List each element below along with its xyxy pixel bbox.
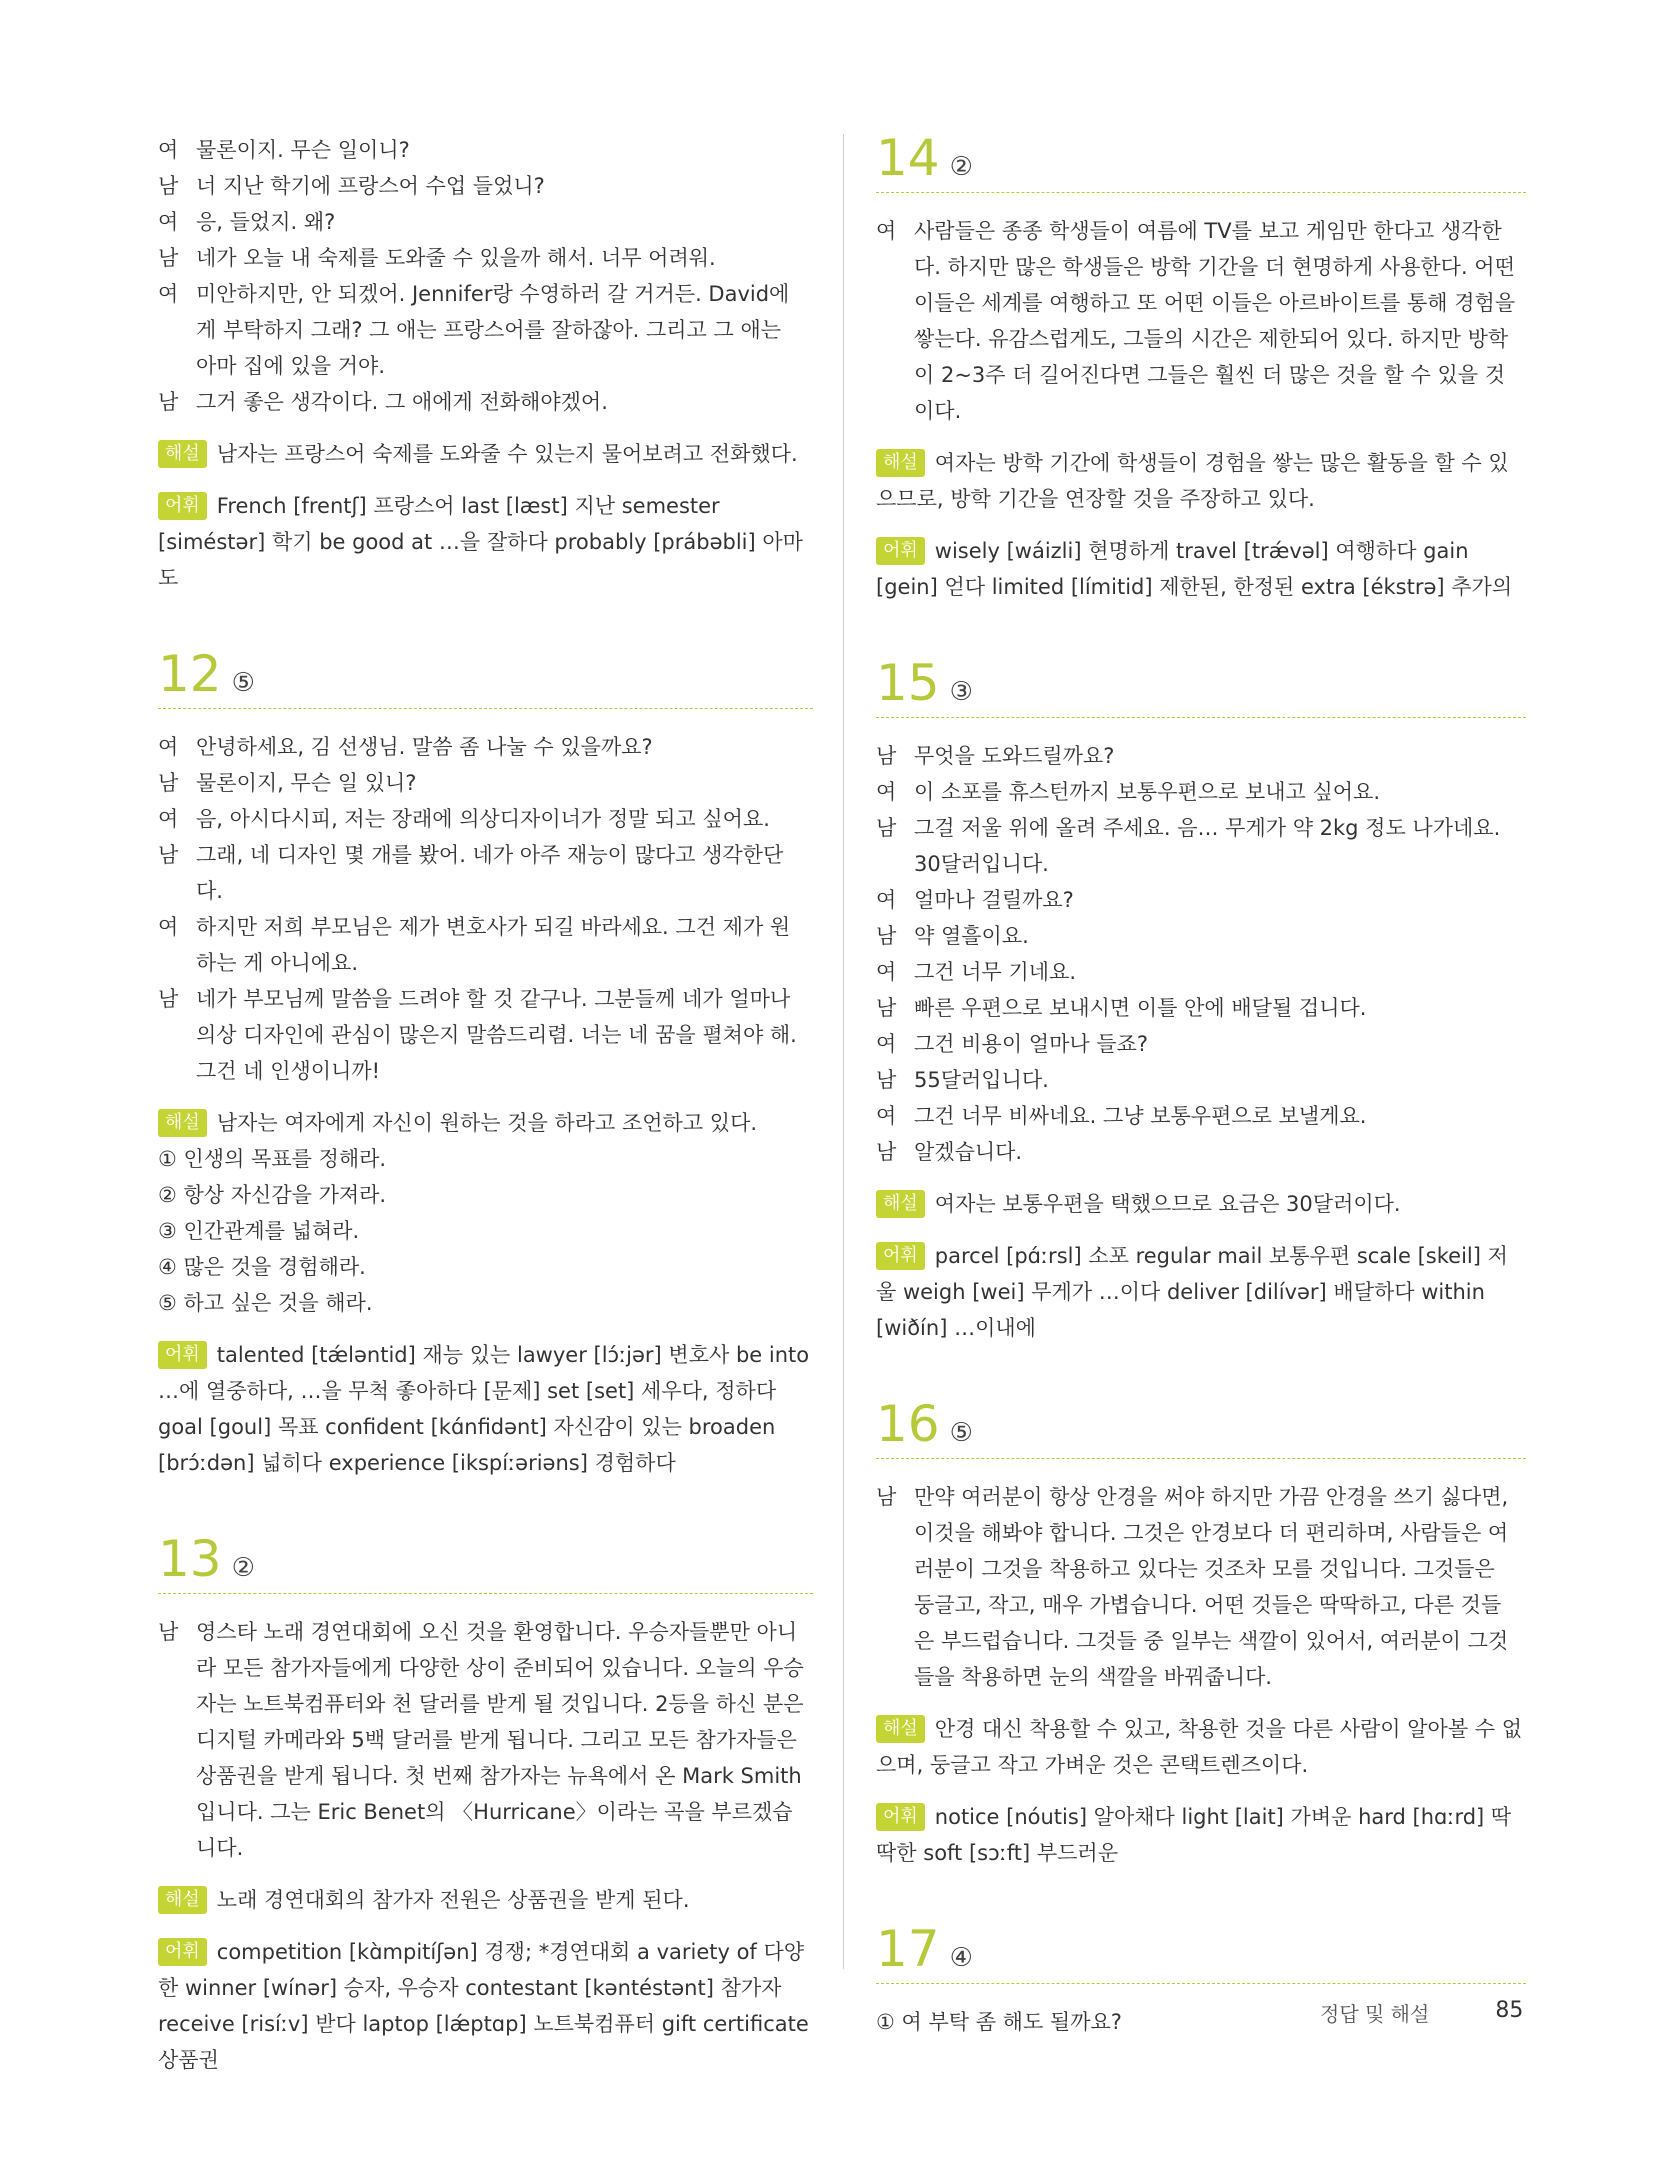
line-text: 물론이지, 무슨 일 있니?: [196, 771, 417, 795]
dialogue-line: [876, 882, 1526, 918]
line-text: 물론이지. 무슨 일이니?: [196, 138, 410, 162]
speaker: 여: [876, 219, 897, 243]
footer-section-title: 정답 및 해설: [1320, 2002, 1430, 2026]
q14-explanation: [876, 445, 1526, 517]
line-text: 네가 부모님께 말씀을 드려야 할 것 같구나. 그분들께 네가 얼마나 의상 디자인에 관심이 많은지 말씀드리렴. 너는 네 꿈을 펼쳐야 해. 그건 네 인생이니까!: [196, 987, 797, 1083]
question-number: 15: [876, 654, 940, 712]
speaker: 남: [876, 924, 897, 948]
dialogue-line: [158, 168, 813, 204]
explanation-badge: 해설: [158, 440, 207, 468]
speaker: 여: [876, 780, 897, 804]
dialogue-line: [158, 729, 813, 765]
dialogue-line: [876, 1062, 1526, 1098]
page-footer: [1320, 1998, 1523, 2027]
speaker: 여: [876, 1104, 897, 1128]
line-text: 그래, 네 디자인 몇 개를 봤어. 네가 아주 재능이 많다고 생각한단다.: [196, 843, 784, 903]
dialogue-line: [876, 954, 1526, 990]
q11-vocabulary: [158, 488, 813, 596]
line-text: 이 소포를 휴스턴까지 보통우편으로 보내고 싶어요.: [914, 780, 1381, 804]
dialogue-line: [876, 1479, 1526, 1695]
vocabulary-text: competition [kɑ̀mpitíʃən] 경쟁; *경연대회 a variety of 다양한 winner [wínər] 승자, 우승자 contestant [kəntéstənt] 참가자 receive [risíːv] 받다 laptop [lǽptɑp] 노트북컴퓨터 gift certificate 상품권: [158, 1940, 809, 2072]
speaker: 남: [876, 816, 897, 840]
explanation-text: 남자는 여자에게 자신이 원하는 것을 하라고 조언하고 있다.: [216, 1111, 758, 1135]
dialogue-line: [158, 240, 813, 276]
line-text: 하지만 저희 부모님은 제가 변호사가 되길 바라세요. 그건 제가 원하는 게 아니에요.: [196, 915, 791, 975]
dialogue-line: [876, 738, 1526, 774]
answer-mark: ②: [949, 152, 973, 182]
q15-vocabulary: [876, 1238, 1526, 1346]
speaker: 남: [876, 744, 897, 768]
dialogue-line: [876, 918, 1526, 954]
q14-heading: [876, 129, 1526, 187]
q16-explanation: [876, 1711, 1526, 1783]
dialogue-line: [876, 1134, 1526, 1170]
speaker: 남: [158, 246, 179, 270]
vocabulary-badge: 어휘: [158, 1341, 207, 1369]
line-text: 응, 들었지. 왜?: [196, 210, 336, 234]
vocabulary-badge: 어휘: [876, 537, 925, 565]
vocabulary-badge: 어휘: [158, 492, 207, 520]
q13-heading: [158, 1530, 813, 1588]
dialogue-line: [158, 765, 813, 801]
speaker: 남: [876, 1485, 897, 1509]
dashed-divider: [876, 717, 1526, 718]
dashed-divider: [876, 1458, 1526, 1459]
explanation-badge: 해설: [158, 1109, 207, 1137]
q13-vocabulary: [158, 1934, 813, 2078]
line-text: 무엇을 도와드릴까요?: [914, 744, 1115, 768]
speaker: 여: [876, 888, 897, 912]
line-text: 안녕하세요, 김 선생님. 말씀 좀 나눌 수 있을까요?: [196, 735, 653, 759]
line-text: 네가 오늘 내 숙제를 도와줄 수 있을까 해서. 너무 어려워.: [196, 246, 716, 270]
explanation-text: 여자는 방학 기간에 학생들이 경험을 쌓는 많은 활동을 할 수 있으므로, 방학 기간을 연장할 것을 주장하고 있다.: [876, 451, 1509, 511]
speaker: 남: [876, 996, 897, 1020]
q12-heading: [158, 645, 813, 703]
speaker: 여: [158, 282, 179, 306]
option-item: ④ 많은 것을 경험해라.: [158, 1255, 366, 1279]
line-text: 그거 좋은 생각이다. 그 애에게 전화해야겠어.: [196, 390, 608, 414]
explanation-text: 노래 경연대회의 참가자 전원은 상품권을 받게 된다.: [216, 1888, 690, 1912]
answer-mark: ⑤: [949, 1418, 973, 1448]
dashed-divider: [158, 1593, 813, 1594]
dialogue-line: [158, 204, 813, 240]
speaker: 남: [876, 1140, 897, 1164]
speaker: 여: [876, 960, 897, 984]
speaker: 남: [158, 771, 179, 795]
answer-mark: ⑤: [231, 668, 255, 698]
left-column: [158, 132, 813, 2078]
line-text: 음, 아시다시피, 저는 장래에 의상디자이너가 정말 되고 싶어요.: [196, 807, 770, 831]
line-text: 그걸 저울 위에 올려 주세요. 음… 무게가 약 2kg 정도 나가네요. 30달러입니다.: [914, 816, 1501, 876]
vocabulary-text: parcel [pɑ́ːrsl] 소포 regular mail 보통우편 scale [skeil] 저울 weigh [wei] 무게가 …이다 deliver [dilívər] 배달하다 within [wiðín] …이내에: [876, 1244, 1508, 1340]
q12-vocabulary: [158, 1337, 813, 1481]
explanation-badge: 해설: [876, 1190, 925, 1218]
line-text: 너 지난 학기에 프랑스어 수업 들었니?: [196, 174, 545, 198]
q16-heading: [876, 1395, 1526, 1453]
answer-mark: ③: [949, 677, 973, 707]
q13-dialogue: [158, 1614, 813, 1866]
dialogue-line: [876, 810, 1526, 882]
dashed-divider: [158, 708, 813, 709]
dialogue-line: [158, 981, 813, 1089]
dashed-divider: [876, 192, 1526, 193]
line-text: 55달러입니다.: [914, 1068, 1049, 1092]
dialogue-line: [158, 276, 813, 384]
line-text: 그건 너무 기네요.: [914, 960, 1077, 984]
q11-explanation: [158, 436, 813, 472]
explanation-text: 남자는 프랑스어 숙제를 도와줄 수 있는지 물어보려고 전화했다.: [216, 442, 798, 466]
line-text: 사람들은 종종 학생들이 여름에 TV를 보고 게임만 한다고 생각한다. 하지만 많은 학생들은 방학 기간을 더 현명하게 사용한다. 어떤 이들은 세계를 여행하고 또 어떤 이들은 아르바이트를 통해 경험을 쌓는다. 유감스럽게도, 그들의 시간은 제한되어 있다. 하지만 방학이 2~3주 더 길어진다면 그들은 훨씬 더 많은 것을 할 수 있을 것이다.: [914, 219, 1516, 423]
q11-dialogue: [158, 132, 813, 420]
speaker: 남: [158, 1620, 179, 1644]
speaker: 남: [158, 390, 179, 414]
question-number: 12: [158, 645, 222, 703]
speaker: 남: [158, 843, 179, 867]
dialogue-line: [158, 384, 813, 420]
question-number: 13: [158, 1530, 222, 1588]
vocabulary-text: notice [nóutis] 알아채다 light [lait] 가벼운 hard [hɑːrd] 딱딱한 soft [sɔːft] 부드러운: [876, 1805, 1512, 1865]
q15-heading: [876, 654, 1526, 712]
line-text: 얼마나 걸릴까요?: [914, 888, 1074, 912]
line-text: 약 열흘이요.: [914, 924, 1029, 948]
line-text: 미안하지만, 안 되겠어. Jennifer랑 수영하러 갈 거거든. David에게 부탁하지 그래? 그 애는 프랑스어를 잘하잖아. 그리고 그 애는 아마 집에 있을 거야.: [196, 282, 790, 378]
right-column: [876, 129, 1526, 2040]
line-text: 영스타 노래 경연대회에 오신 것을 환영합니다. 우승자들뿐만 아니라 모든 참가자들에게 다양한 상이 준비되어 있습니다. 오늘의 우승자는 노트북컴퓨터와 천 달러를 받게 될 것입니다. 2등을 하신 분은 디지털 카메라와 5백 달러를 받게 됩니다. 그리고 모든 참가자들은 상품권을 받게 됩니다. 첫 번째 참가자는 뉴욕에서 온 Mark Smith입니다. 그는 Eric Benet의 〈Hurricane〉이라는 곡을 부르겠습니다.: [196, 1620, 804, 1860]
vocabulary-badge: 어휘: [876, 1242, 925, 1270]
question-number: 14: [876, 129, 940, 187]
dialogue-line: [158, 132, 813, 168]
page-number: 85: [1495, 1998, 1524, 2023]
line-text: 알겠습니다.: [914, 1140, 1023, 1164]
speaker: 여: [158, 735, 179, 759]
q15-explanation: [876, 1186, 1526, 1222]
column-divider: [843, 134, 844, 1969]
option-item: ① 인생의 목표를 정해라.: [158, 1147, 387, 1171]
q17-heading: [876, 1920, 1526, 1978]
q12-explanation: [158, 1105, 813, 1141]
q14-vocabulary: [876, 533, 1526, 605]
answer-mark: ②: [231, 1553, 255, 1583]
vocabulary-text: talented [tǽləntid] 재능 있는 lawyer [lɔ́ːjər] 변호사 be into …에 열중하다, …을 무척 좋아하다 [문제] set [set] 세우다, 정하다 goal [goul] 목표 confident [kɑ́nfidənt] 자신감이 있는 broaden [brɔ́ːdən] 넓히다 experience [ikspíːəriəns] 경험하다: [158, 1343, 810, 1475]
q12-dialogue: [158, 729, 813, 1089]
line-text: 그건 너무 비싸네요. 그냥 보통우편으로 보낼게요.: [914, 1104, 1367, 1128]
dialogue-line: [876, 774, 1526, 810]
speaker: 남: [158, 174, 179, 198]
speaker: 여: [876, 1032, 897, 1056]
dialogue-line: [158, 909, 813, 981]
speaker: 여: [158, 138, 179, 162]
q17-first-line: ① 여 부탁 좀 해도 될까요?: [876, 2010, 1122, 2034]
speaker: 남: [876, 1068, 897, 1092]
explanation-badge: 해설: [876, 1715, 925, 1743]
explanation-badge: 해설: [876, 449, 925, 477]
vocabulary-badge: 어휘: [876, 1803, 925, 1831]
q14-dialogue: [876, 213, 1526, 429]
dashed-divider: [876, 1983, 1526, 1984]
option-item: ② 항상 자신감을 가져라.: [158, 1183, 387, 1207]
speaker: 여: [158, 210, 179, 234]
dialogue-line: [876, 1026, 1526, 1062]
vocabulary-badge: 어휘: [158, 1938, 207, 1966]
line-text: 만약 여러분이 항상 안경을 써야 하지만 가끔 안경을 쓰기 싫다면, 이것을 해봐야 합니다. 그것은 안경보다 더 편리하며, 사람들은 여러분이 그것을 착용하고 있다는 것조차 모를 것입니다. 그것들은 둥글고, 작고, 매우 가볍습니다. 어떤 것들은 딱딱하고, 다른 것들은 부드럽습니다. 그것들 중 일부는 색깔이 있어서, 여러분이 그것들을 착용하면 눈의 색깔을 바꿔줍니다.: [914, 1485, 1509, 1689]
line-text: 그건 비용이 얼마나 들죠?: [914, 1032, 1149, 1056]
speaker: 여: [158, 915, 179, 939]
explanation-text: 안경 대신 착용할 수 있고, 착용한 것을 다른 사람이 알아볼 수 없으며, 둥글고 작고 가벼운 것은 콘택트렌즈이다.: [876, 1717, 1523, 1777]
question-number: 16: [876, 1395, 940, 1453]
explanation-badge: 해설: [158, 1886, 207, 1914]
dialogue-line: [158, 801, 813, 837]
q16-vocabulary: [876, 1799, 1526, 1871]
question-number: 17: [876, 1920, 940, 1978]
q13-explanation: [158, 1882, 813, 1918]
dialogue-line: [876, 1098, 1526, 1134]
vocabulary-text: French [frentʃ] 프랑스어 last [læst] 지난 semester [siméstər] 학기 be good at …을 잘하다 probably [prábəbli] 아마도: [158, 494, 803, 590]
vocabulary-text: wisely [wáizli] 현명하게 travel [trǽvəl] 여행하다 gain [gein] 얻다 limited [límitid] 제한된, 한정된 extra [ékstrə] 추가의: [876, 539, 1513, 599]
speaker: 여: [158, 807, 179, 831]
q12-options: [158, 1141, 813, 1321]
speaker: 남: [158, 987, 179, 1011]
q15-dialogue: [876, 738, 1526, 1170]
option-item: ③ 인간관계를 넓혀라.: [158, 1219, 360, 1243]
answer-mark: ④: [949, 1943, 973, 1973]
dialogue-line: [876, 213, 1526, 429]
dialogue-line: [158, 837, 813, 909]
dialogue-line: [876, 990, 1526, 1026]
q16-dialogue: [876, 1479, 1526, 1695]
option-item: ⑤ 하고 싶은 것을 해라.: [158, 1291, 373, 1315]
line-text: 빠른 우편으로 보내시면 이틀 안에 배달될 겁니다.: [914, 996, 1367, 1020]
dialogue-line: [158, 1614, 813, 1866]
explanation-text: 여자는 보통우편을 택했으므로 요금은 30달러이다.: [934, 1192, 1401, 1216]
